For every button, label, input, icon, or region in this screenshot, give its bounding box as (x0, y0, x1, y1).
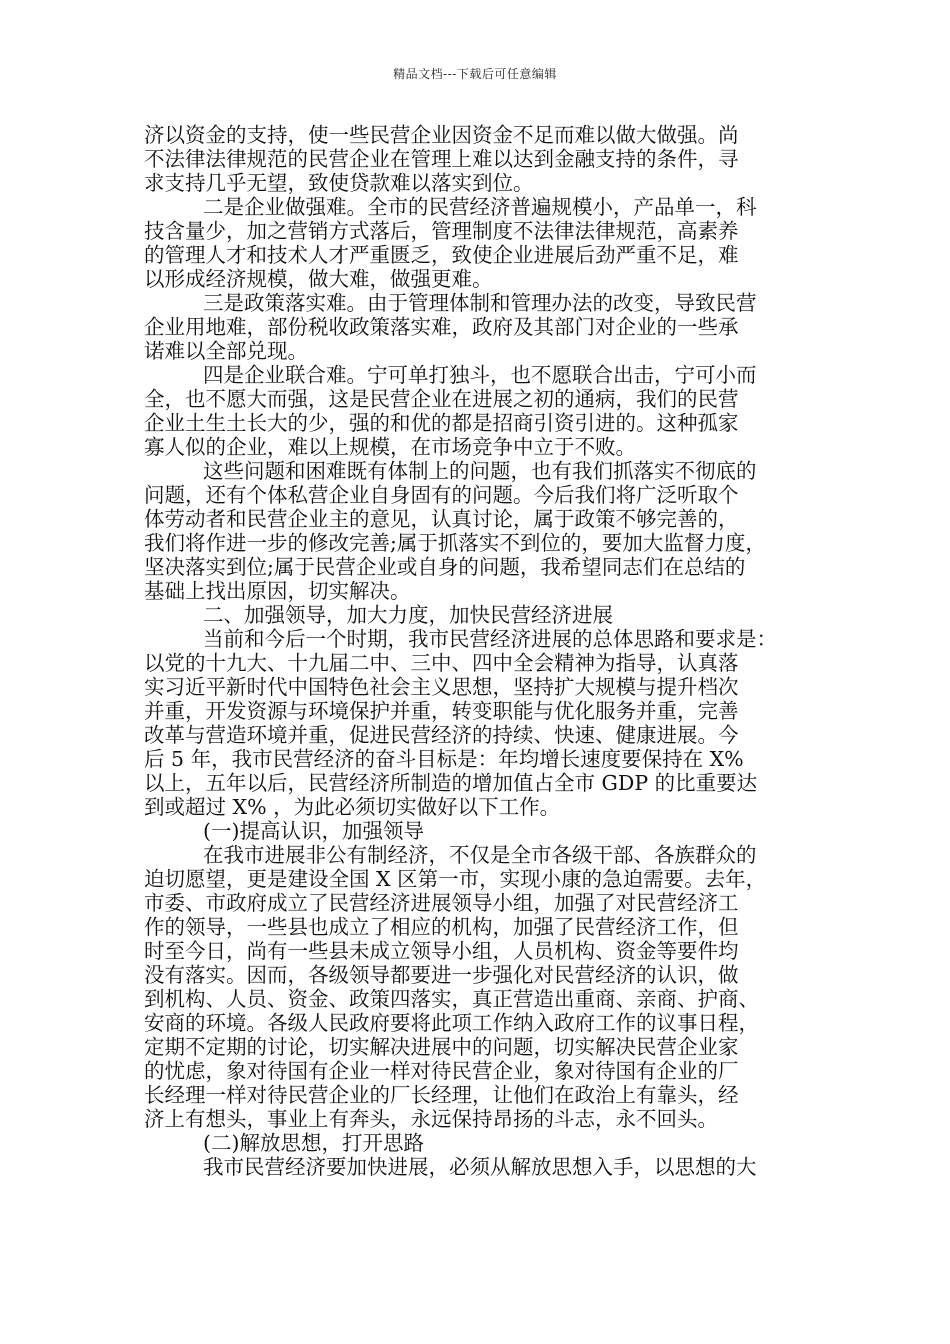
text-line: 问题，还有个体私营企业自身固有的问题。今后我们将广泛听取个 (144, 483, 739, 507)
text-line: 到机构、人员、资金、政策四落实，真正营造出重商、亲商、护商、 (144, 987, 759, 1011)
paragraph-first-line: 我市民营经济要加快进展，必须从解放思想入手，以思想的大 (203, 1155, 757, 1179)
page-header: 精品文档---下载后可任意编辑 (393, 67, 557, 81)
text-line: 以党的十九大、十九届二中、三中、四中全会精神为指导，认真落 (144, 651, 739, 675)
paragraph-first-line: (二)解放思想，打开思路 (203, 1131, 424, 1155)
text-line: 时至今日，尚有一些县未成立领导小组，人员机构、资金等要件均 (144, 939, 739, 963)
text-line: 长经理一样对待民营企业的厂长经理，让他们在政治上有靠头，经 (144, 1083, 739, 1107)
text-line: 实习近平新时代中国特色社会主义思想，坚持扩大规模与提升档次 (144, 675, 739, 699)
paragraph-first-line: 这些问题和困难既有体制上的问题，也有我们抓落实不彻底的 (203, 459, 757, 483)
document-body (144, 123, 810, 1179)
text-line: 的忧虑，象对待国有企业一样对待民营企业，象对待国有企业的厂 (144, 1059, 739, 1083)
text-line: 作的领导，一些县也成立了相应的机构，加强了民营经济工作，但 (144, 915, 739, 939)
text-line: 以形成经济规模，做大难，做强更难。 (144, 267, 493, 291)
paragraph-first-line: 当前和今后一个时期，我市民营经济进展的总体思路和要求是： (203, 627, 777, 651)
text-line: 我们将作进一步的修改完善;属于抓落实不到位的，要加大监督力度， (144, 531, 766, 555)
paragraph-first-line: 二、加强领导，加大力度，加快民营经济进展 (203, 603, 613, 627)
text-line: 定期不定期的讨论，切实解决进展中的问题，切实解决民营企业家 (144, 1035, 739, 1059)
text-line: 技含量少，加之营销方式落后，管理制度不法律法律规范，高素养 (144, 219, 739, 243)
text-line: 寡人似的企业，难以上规模，在市场竞争中立于不败。 (144, 435, 636, 459)
text-line: 基础上找出原因，切实解决。 (144, 579, 411, 603)
paragraph-first-line: (一)提高认识，加强领导 (203, 819, 424, 843)
text-line: 到或超过 X% ，为此必须切实做好以下工作。 (144, 795, 561, 819)
text-line: 企业土生土长大的少，强的和优的都是招商引资引进的。这种孤家 (144, 411, 739, 435)
text-line: 诺难以全部兑现。 (144, 339, 308, 363)
text-line: 的管理人才和技术人才严重匮乏，致使企业进展后劲严重不足，难 (144, 243, 739, 267)
text-line: 改革与营造环境并重，促进民营经济的持续、快速、健康进展。今 (144, 723, 739, 747)
text-line: 后 5 年，我市民营经济的奋斗目标是：年均增长速度要保持在 X% (144, 747, 744, 771)
text-line: 以上，五年以后，民营经济所制造的增加值占全市 GDP 的比重要达 (144, 771, 758, 795)
text-line: 市委、市政府成立了民营经济进展领导小组，加强了对民营经济工 (144, 891, 739, 915)
text-line: 不法律法律规范的民营企业在管理上难以达到金融支持的条件，寻 (144, 147, 739, 171)
text-line: 济上有想头，事业上有奔头，永远保持昂扬的斗志，永不回头。 (144, 1107, 718, 1131)
text-line: 迫切愿望，更是建设全国 X 区第一市，实现小康的急迫需要。去年， (144, 867, 767, 891)
text-line: 坚决落实到位;属于民营企业或自身的问题，我希望同志们在总结的 (144, 555, 746, 579)
paragraph-first-line: 二是企业做强难。全市的民营经济普遍规模小，产品单一，科 (203, 195, 757, 219)
text-line: 没有落实。因而，各级领导都要进一步强化对民营经济的认识，做 (144, 963, 739, 987)
text-line: 求支持几乎无望，致使贷款难以落实到位。 (144, 171, 534, 195)
text-line: 企业用地难，部份税收政策落实难，政府及其部门对企业的一些承 (144, 315, 739, 339)
text-line: 体劳动者和民营企业主的意见，认真讨论，属于政策不够完善的， (144, 507, 739, 531)
text-line: 济以资金的支持，使一些民营企业因资金不足而难以做大做强。尚 (144, 123, 739, 147)
text-line: 安商的环境。各级人民政府要将此项工作纳入政府工作的议事日程， (144, 1011, 759, 1035)
paragraph-first-line: 四是企业联合难。宁可单打独斗，也不愿联合出击，宁可小而 (203, 363, 757, 387)
paragraph-first-line: 在我市进展非公有制经济，不仅是全市各级干部、各族群众的 (203, 843, 757, 867)
text-line: 全，也不愿大而强，这是民营企业在进展之初的通病，我们的民营 (144, 387, 739, 411)
text-line: 并重，开发资源与环境保护并重，转变职能与优化服务并重，完善 (144, 699, 739, 723)
paragraph-first-line: 三是政策落实难。由于管理体制和管理办法的改变，导致民营 (203, 291, 757, 315)
